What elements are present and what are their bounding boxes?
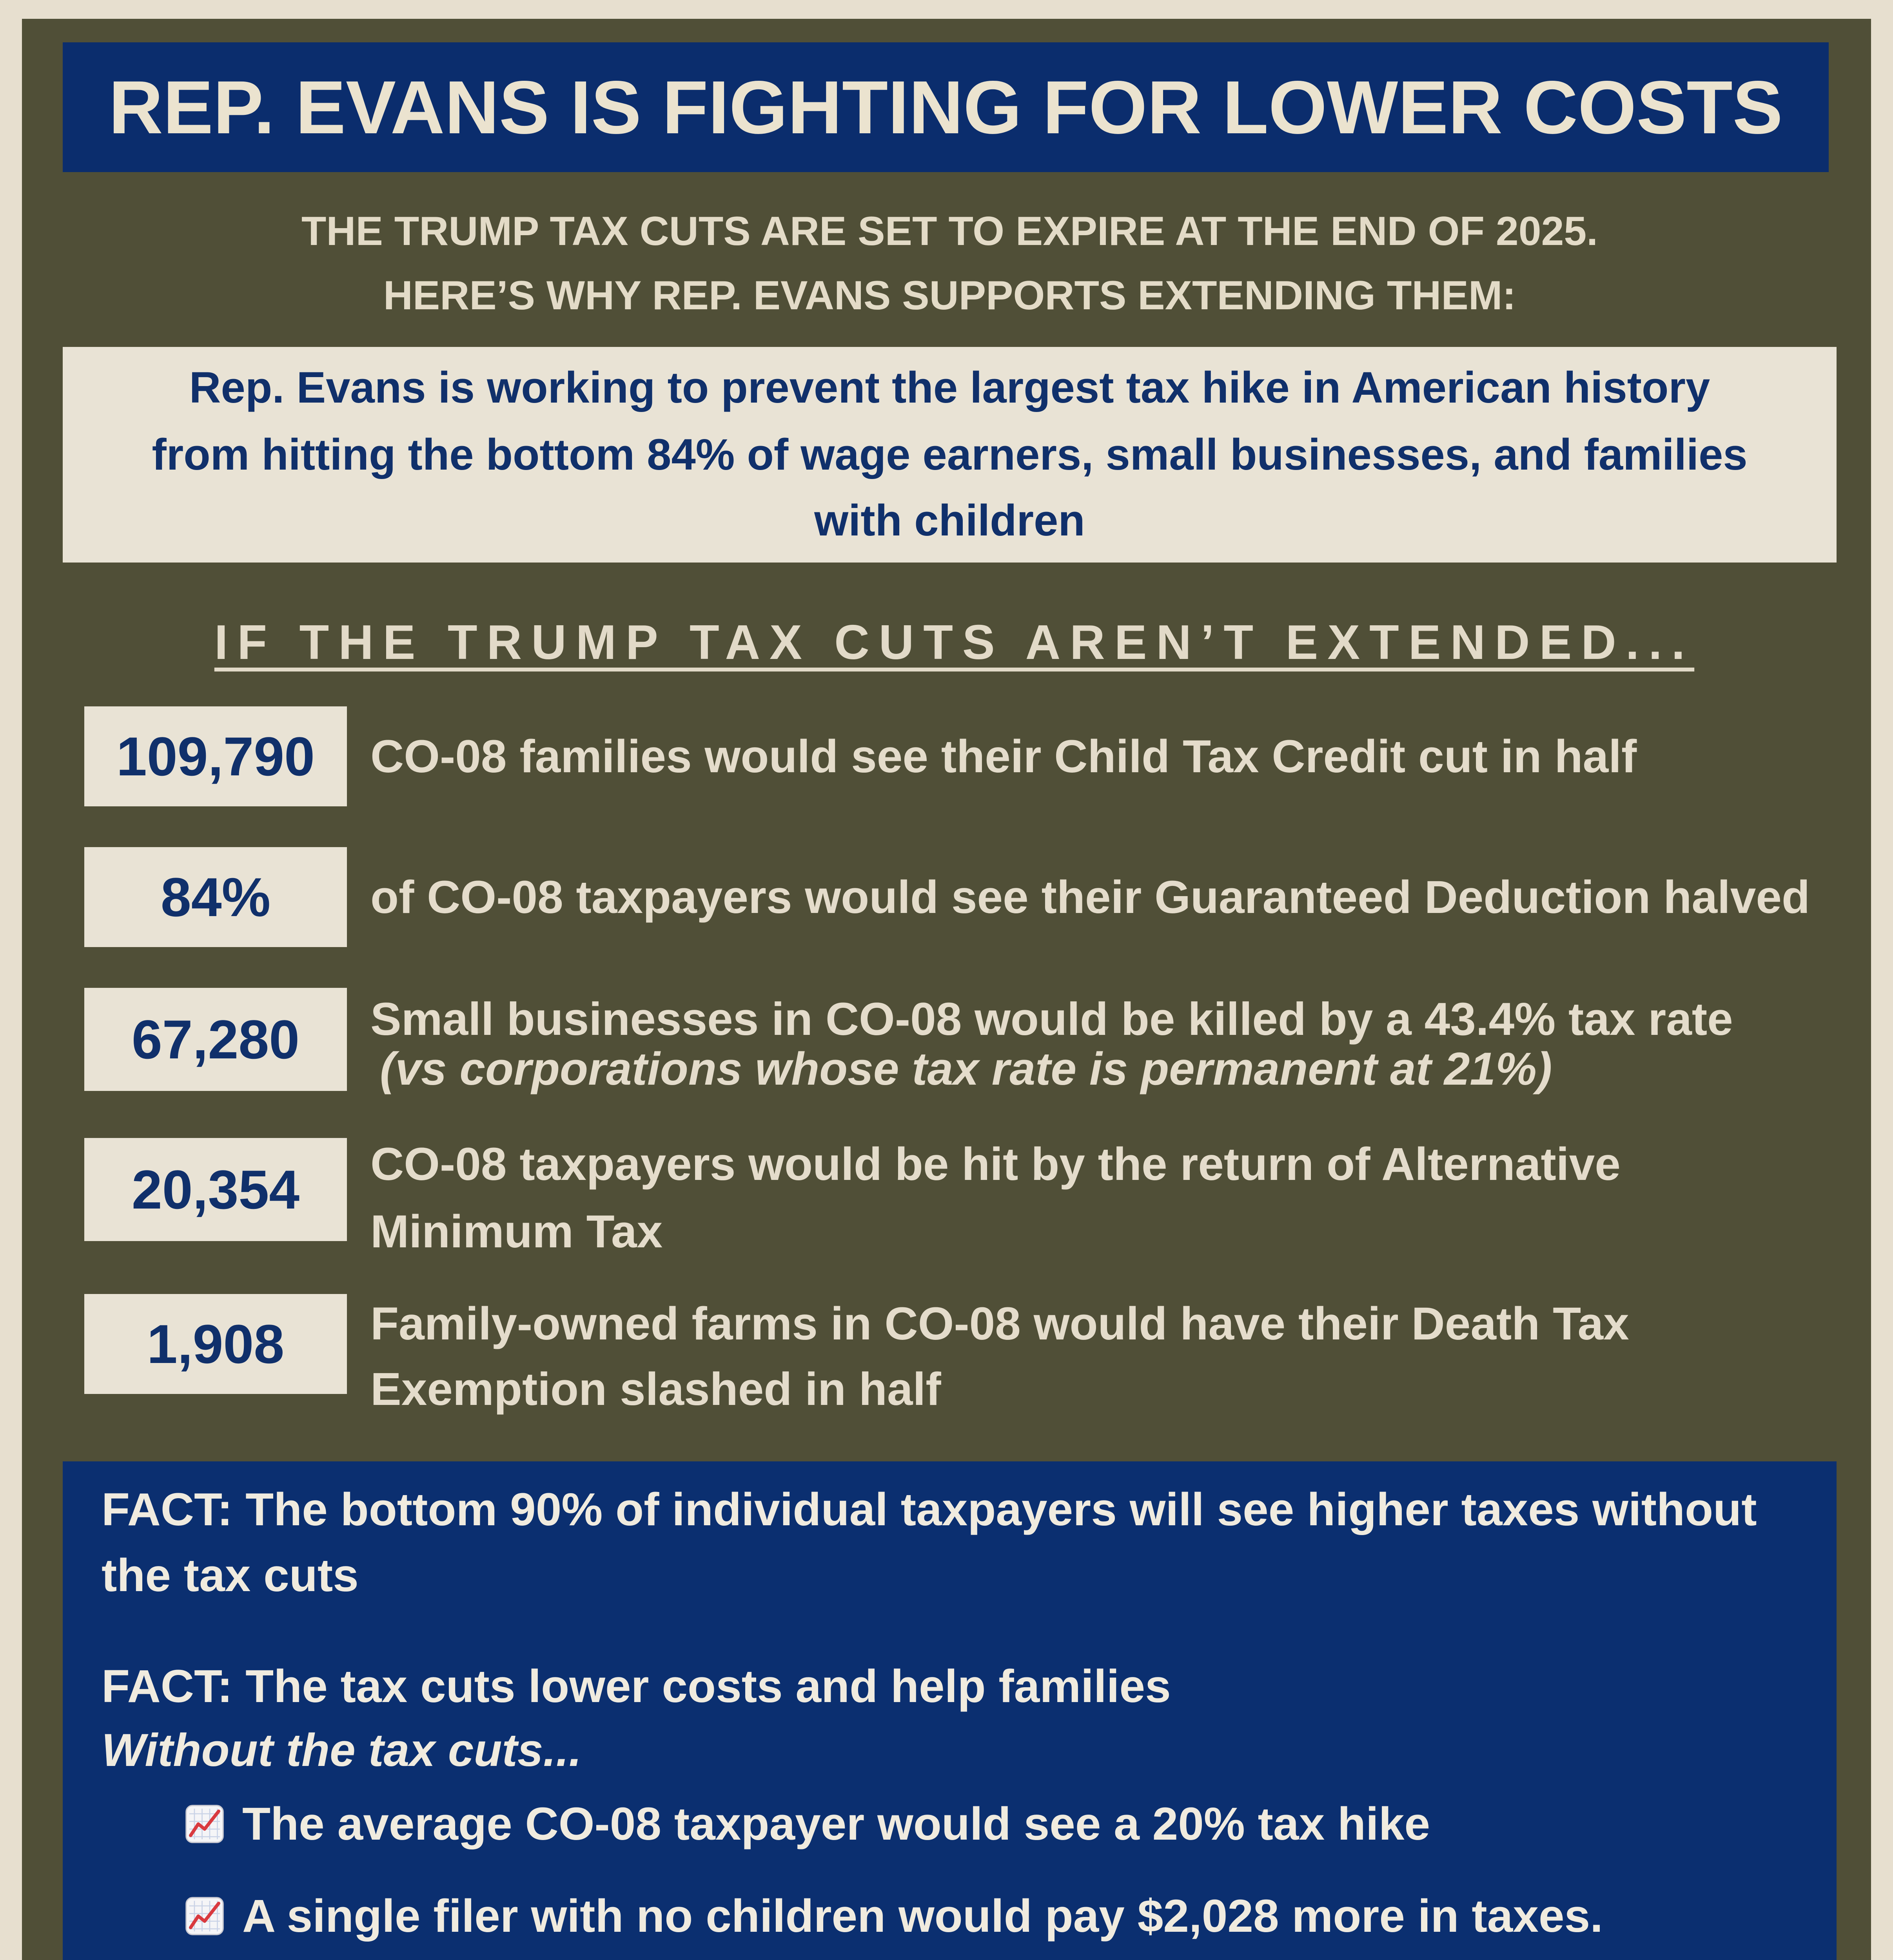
stat-description: Family-owned farms in CO-08 would have their Death Tax [370,1298,1629,1350]
stat-note: (vs corporations whose tax rate is permanent at 21%) [380,1043,1552,1095]
chart-increasing-icon [184,1804,225,1844]
fact-2-intro: Without the tax cuts... [102,1724,582,1776]
stat-description: of CO-08 taxpayers would see their Guaranteed Deduction halved [370,871,1810,923]
bullet-item: The average CO-08 taxpayer would see a 20% tax hike [242,1798,1430,1850]
stat-value-box: 67,280 [84,988,347,1091]
stat-description-cont: Exemption slashed in half [370,1363,941,1415]
highlight-line-2: from hitting the bottom 84% of wage earners, small businesses, and families [152,430,1748,479]
stat-description: CO-08 taxpayers would be hit by the return of Alternative [370,1138,1621,1190]
subtitle-line-2: HERE’S WHY REP. EVANS SUPPORTS EXTENDING THEM: [383,273,1516,318]
stat-description: CO-08 families would see their Child Tax Credit cut in half [370,731,1637,782]
section-heading [63,611,1837,674]
chart-increasing-icon [184,1896,225,1936]
page-title: REP. EVANS IS FIGHTING FOR LOWER COSTS [109,65,1783,149]
facts-box [63,1461,1837,1960]
highlight-box [63,347,1837,563]
fact-1-line-1: FACT: The bottom 90% of individual taxpayers will see higher taxes without [102,1484,1757,1535]
title-bar [63,42,1829,172]
bullet-item: A single filer with no children would pay $2,028 more in taxes. [242,1890,1603,1942]
stat-value-box: 1,908 [84,1294,347,1394]
highlight-line-1: Rep. Evans is working to prevent the largest tax hike in American history [189,363,1710,412]
highlight-line-3: with children [814,496,1085,545]
stat-value-box: 84% [84,847,347,947]
fact-2: FACT: The tax cuts lower costs and help families [102,1661,1171,1712]
subtitle-line-1: THE TRUMP TAX CUTS ARE SET TO EXPIRE AT THE END OF 2025. [301,209,1598,254]
section-heading-text: IF THE TRUMP TAX CUTS AREN’T EXTENDED... [214,615,1695,670]
stat-value-box: 109,790 [84,706,347,806]
stat-description-cont: Minimum Tax [370,1206,663,1258]
stat-value-box: 20,354 [84,1138,347,1241]
fact-1-line-2: the tax cuts [102,1550,359,1601]
stat-description: Small businesses in CO-08 would be killed by a 43.4% tax rate [370,993,1733,1045]
